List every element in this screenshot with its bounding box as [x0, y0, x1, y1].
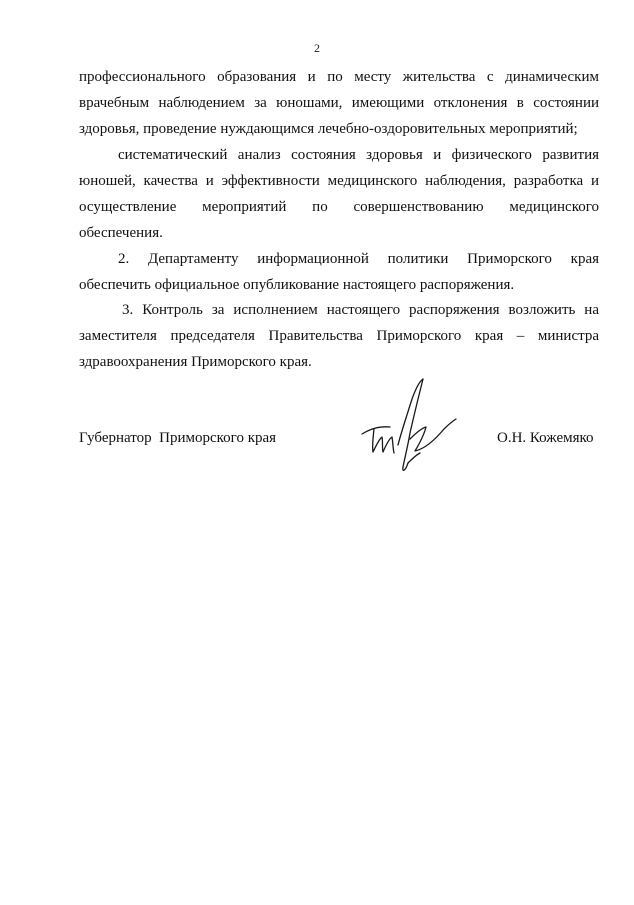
- paragraph-line: заместителя председателя Правительства Приморского края – министра: [79, 328, 599, 344]
- page-number: 2: [314, 41, 320, 55]
- paragraph-line: здоровья, проведение нуждающимся лечебно-оздоровительных мероприятий;: [79, 121, 578, 137]
- paragraph-line: врачебным наблюдением за юношами, имеющими отклонения в состоянии: [79, 95, 599, 111]
- paragraph-line: 2. Департаменту информационной политики Приморского края: [118, 251, 599, 267]
- paragraph-line: профессионального образования и по месту жительства с динамическим: [79, 69, 599, 85]
- signatory-name: О.Н. Кожемяко: [497, 430, 594, 446]
- handwritten-signature: [352, 375, 468, 475]
- paragraph-line: здравоохранения Приморского края.: [79, 354, 312, 370]
- paragraph-line: обеспечения.: [79, 225, 163, 241]
- paragraph-line: систематический анализ состояния здоровья и физического развития: [118, 147, 599, 163]
- paragraph-line: 3. Контроль за исполнением настоящего распоряжения возложить на: [122, 302, 599, 318]
- paragraph-line: юношей, качества и эффективности медицинского наблюдения, разработка и: [79, 173, 599, 189]
- paragraph-line: осуществление мероприятий по совершенствованию медицинского: [79, 199, 599, 215]
- signatory-position: Губернатор Приморского края: [79, 430, 277, 446]
- paragraph-line: обеспечить официальное опубликование настоящего распоряжения.: [79, 277, 515, 293]
